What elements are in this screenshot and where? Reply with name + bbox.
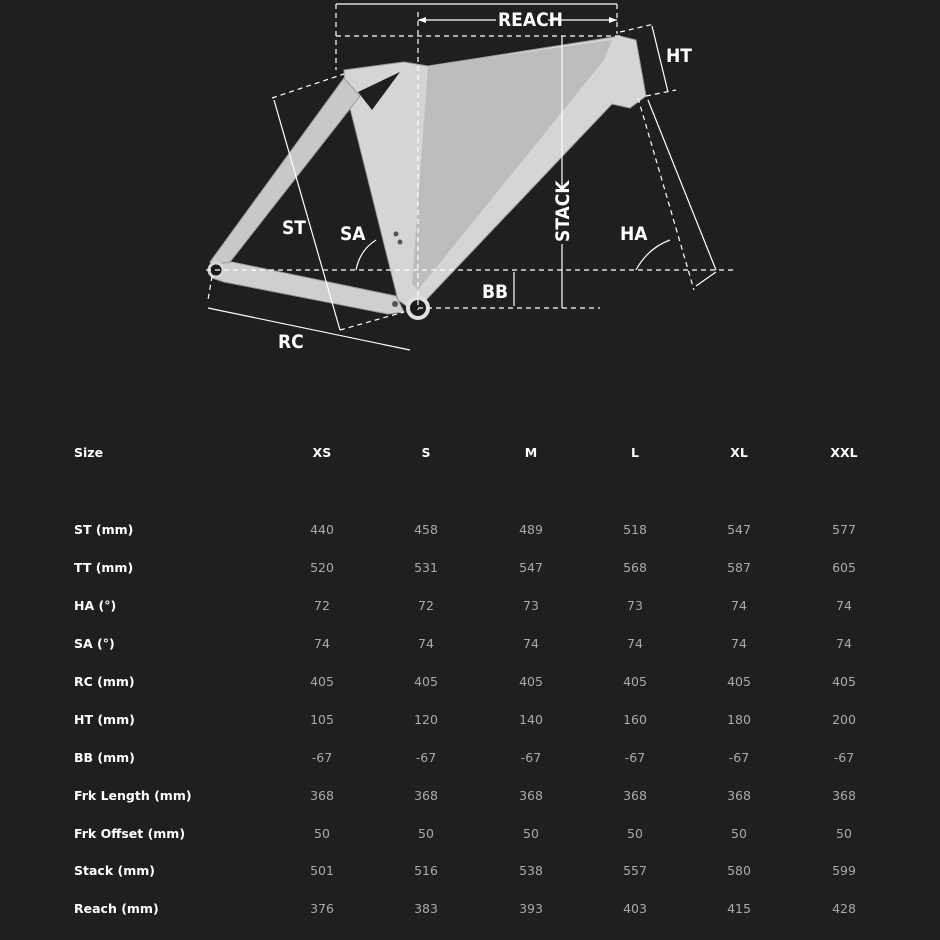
size-s-header: S	[421, 445, 431, 460]
table-cell: 405	[310, 674, 334, 689]
row-label: BB (mm)	[74, 750, 135, 765]
table-cell: 200	[832, 712, 856, 727]
table-cell: 383	[414, 901, 438, 916]
table-cell: 599	[832, 863, 856, 878]
table-cell: 440	[310, 522, 334, 537]
table-row	[74, 669, 894, 695]
table-cell: 605	[832, 560, 856, 575]
table-cell: 50	[836, 826, 852, 841]
table-header-row	[74, 440, 894, 466]
table-cell: 405	[519, 674, 543, 689]
bb-label: BB	[482, 281, 509, 303]
ht-label: HT	[666, 45, 692, 67]
table-cell: 73	[523, 598, 539, 613]
table-cell: 568	[623, 560, 647, 575]
table-cell: 140	[519, 712, 543, 727]
st-label: ST	[282, 217, 306, 239]
table-cell: 501	[310, 863, 334, 878]
size-m-header: M	[524, 445, 538, 460]
table-cell: 405	[832, 674, 856, 689]
table-cell: 368	[832, 788, 856, 803]
table-cell: 516	[414, 863, 438, 878]
table-cell: 577	[832, 522, 856, 537]
table-cell: 74	[731, 636, 747, 651]
table-cell: 368	[623, 788, 647, 803]
table-cell: 368	[310, 788, 334, 803]
size-l-header: L	[631, 445, 639, 460]
table-cell: 587	[727, 560, 751, 575]
table-row	[74, 896, 894, 922]
table-cell: 50	[731, 826, 747, 841]
table-cell: 120	[414, 712, 438, 727]
table-cell: 72	[418, 598, 434, 613]
size-xxl-header: XXL	[830, 445, 858, 460]
table-row	[74, 821, 894, 847]
size-xl-header: XL	[730, 445, 748, 460]
row-label: Reach (mm)	[74, 901, 159, 916]
table-cell: 74	[627, 636, 643, 651]
table-cell: -67	[728, 750, 750, 765]
table-cell: -67	[624, 750, 646, 765]
table-cell: 50	[523, 826, 539, 841]
row-label: RC (mm)	[74, 674, 135, 689]
table-cell: 458	[414, 522, 438, 537]
table-row	[74, 517, 894, 543]
size-header: Size	[74, 445, 104, 460]
table-cell: 368	[414, 788, 438, 803]
table-cell: -67	[311, 750, 333, 765]
table-cell: 518	[623, 522, 647, 537]
table-cell: 428	[832, 901, 856, 916]
table-cell: 368	[519, 788, 543, 803]
table-cell: 557	[623, 863, 647, 878]
table-cell: 538	[519, 863, 543, 878]
table-cell: 73	[627, 598, 643, 613]
table-row	[74, 555, 894, 581]
table-cell: 72	[314, 598, 330, 613]
table-cell: 403	[623, 901, 647, 916]
row-label: HT (mm)	[74, 712, 135, 727]
table-cell: 531	[414, 560, 438, 575]
table-cell: -67	[415, 750, 437, 765]
row-label: HA (°)	[74, 598, 117, 613]
table-cell: 405	[414, 674, 438, 689]
table-cell: 547	[519, 560, 543, 575]
rc-label: RC	[278, 331, 304, 353]
row-label: ST (mm)	[74, 522, 134, 537]
row-label: Stack (mm)	[74, 863, 155, 878]
row-label: TT (mm)	[74, 560, 134, 575]
table-cell: 160	[623, 712, 647, 727]
table-cell: 547	[727, 522, 751, 537]
table-cell: 74	[836, 598, 852, 613]
table-cell: -67	[833, 750, 855, 765]
table-row	[74, 858, 894, 884]
table-cell: 405	[727, 674, 751, 689]
row-label: Frk Length (mm)	[74, 788, 192, 803]
row-label: Frk Offset (mm)	[74, 826, 186, 841]
table-cell: 368	[727, 788, 751, 803]
table-cell: 415	[727, 901, 751, 916]
table-cell: 74	[731, 598, 747, 613]
table-row	[74, 745, 894, 771]
table-cell: 74	[418, 636, 434, 651]
table-cell: 393	[519, 901, 543, 916]
table-cell: 180	[727, 712, 751, 727]
frame-geometry-diagram	[0, 0, 940, 400]
sa-label: SA	[340, 223, 366, 245]
table-cell: 405	[623, 674, 647, 689]
table-cell: 74	[523, 636, 539, 651]
table-row	[74, 631, 894, 657]
reach-label: REACH	[498, 9, 563, 31]
table-cell: 520	[310, 560, 334, 575]
size-xs-header: XS	[312, 445, 332, 460]
table-row	[74, 593, 894, 619]
table-cell: 50	[314, 826, 330, 841]
table-cell: -67	[520, 750, 542, 765]
table-cell: 105	[310, 712, 334, 727]
table-cell: 580	[727, 863, 751, 878]
row-label: SA (°)	[74, 636, 115, 651]
table-cell: 50	[627, 826, 643, 841]
table-row	[74, 707, 894, 733]
table-cell: 74	[836, 636, 852, 651]
table-row	[74, 783, 894, 809]
table-cell: 489	[519, 522, 543, 537]
table-cell: 376	[310, 901, 334, 916]
table-cell: 50	[418, 826, 434, 841]
table-cell: 74	[314, 636, 330, 651]
bike-frame	[209, 36, 646, 318]
ha-label: HA	[620, 223, 648, 245]
stack-label: STACK	[552, 180, 574, 242]
